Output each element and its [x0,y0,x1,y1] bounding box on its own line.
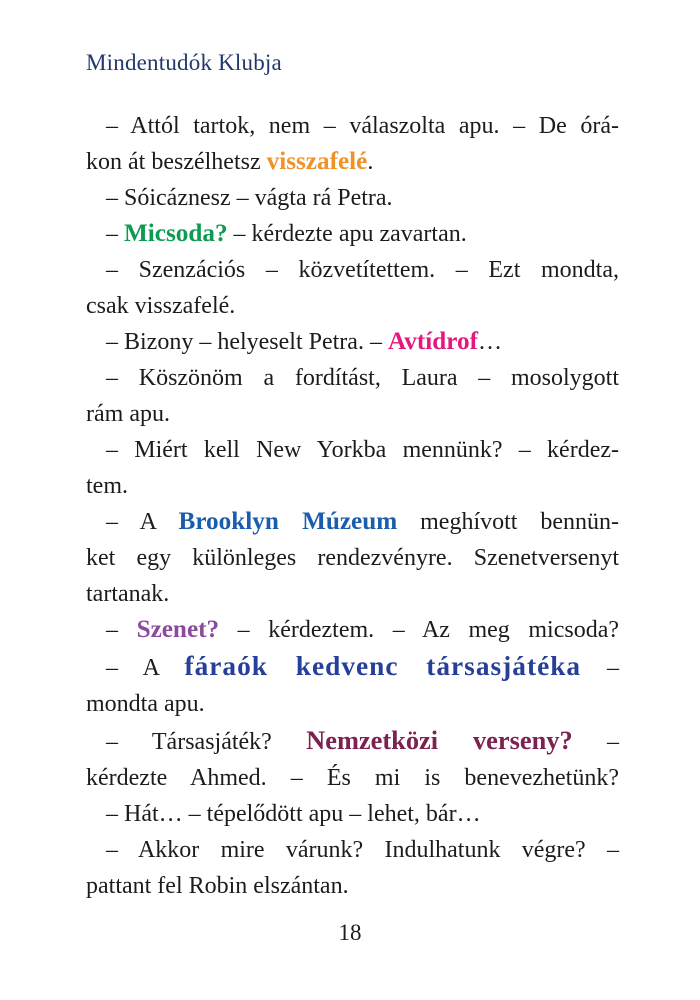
text-line [86,144,619,180]
highlight-word-orange: visszafelé [266,148,368,175]
text-run: ket egy különleges rendezvényre. Szenetversenyt [86,545,619,571]
text-run: – [106,221,124,247]
text-line [86,468,619,504]
text-line [86,396,619,432]
text-run: – [572,729,620,755]
text-run: – Hát… – tépelődött apu – lehet, bár… [106,801,481,827]
text-line [86,576,619,612]
text-line [86,686,619,722]
text-line [86,796,619,832]
text-line [86,868,619,904]
text-run: – kérdezte apu zavartan. [227,221,467,247]
text-run: – Sóicáznesz – vágta rá Petra. [106,185,393,211]
text-line [86,540,619,576]
text-run: rám apu. [86,401,170,427]
text-run: mondta apu. [86,691,205,717]
text-line [86,760,619,796]
text-run: kérdezte Ahmed. – És mi is benevezhetünk? [86,765,619,791]
text-run: – Szenzációs – közvetítettem. – Ezt mondta, [106,257,619,283]
text-line [86,108,619,144]
text-run: … [477,329,502,355]
text-line [86,432,619,468]
text-run: tem. [86,473,128,499]
highlight-word-green: Micsoda? [124,220,228,247]
highlight-word-magenta: Avtídrof [387,328,478,355]
highlight-word-blue: Brooklyn Múzeum [178,508,398,535]
text-line [86,360,619,396]
highlight-word-maroon: Nemzetközi verseny? [306,725,573,755]
text-run: – [106,617,137,643]
page-number: 18 [338,920,362,945]
text-run: kon át beszélhetsz [86,149,267,175]
text-line [86,324,619,360]
text-run: – Társasjáték? [106,729,307,755]
text-run: tartanak. [86,581,170,607]
running-header: Mindentudók Klubja [86,50,282,75]
text-run: meghívott bennün- [397,509,620,535]
text-line [86,648,619,686]
text-run: – Miért kell New Yorkba mennünk? – kérdez- [106,437,619,463]
text-run: csak visszafelé. [86,293,236,319]
text-run: – A [106,509,179,535]
text-line [86,504,619,540]
text-line [86,252,619,288]
highlight-word-purple: Szenet? [136,616,220,643]
highlight-word-navy: fáraók kedvenc társasjátéka [184,651,582,681]
text-run: . [367,149,374,175]
text-run: – [581,655,620,681]
text-run: – Bizony – helyeselt Petra. – [106,329,388,355]
text-block [86,108,619,904]
text-run: pattant fel Robin elszántan. [86,873,349,899]
text-line [86,612,619,648]
text-run: – Akkor mire várunk? Indulhatunk végre? – [106,837,619,863]
text-run: – kérdeztem. – Az meg micsoda? [219,617,619,643]
text-run: – A [106,655,185,681]
text-line [86,216,619,252]
text-line [86,288,619,324]
text-line [86,180,619,216]
text-run: – Köszönöm a fordítást, Laura – mosolygott [106,365,619,391]
text-run: – Attól tartok, nem – válaszolta apu. – De órá- [106,113,619,139]
text-line [86,832,619,868]
text-line [86,722,619,760]
